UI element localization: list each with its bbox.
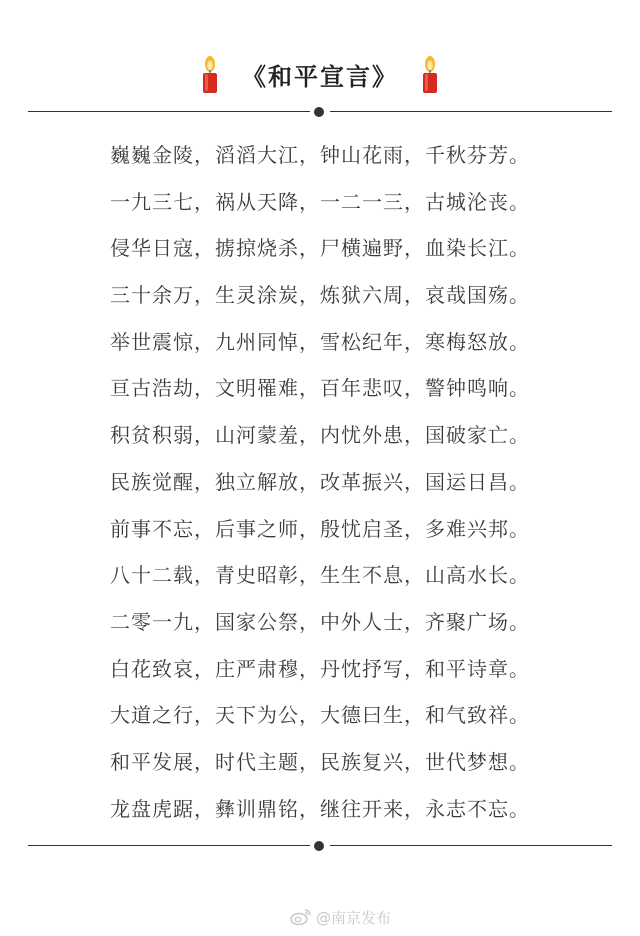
- page-title: 《和平宣言》: [242, 62, 398, 91]
- verse-line: 民族觉醒，独立解放，改革振兴，国运日昌。: [110, 469, 530, 494]
- candle-icon: [420, 55, 440, 93]
- bottom-divider: [28, 840, 612, 852]
- verse-list: [0, 132, 640, 832]
- verse-line: 白花致哀，庄严肃穆，丹忱抒写，和平诗章。: [110, 656, 530, 681]
- verse-line: 积贫积弱，山河蒙羞，内忧外患，国破家亡。: [110, 423, 530, 448]
- header: [0, 52, 640, 96]
- verse-line: 大道之行，天下为公，大德曰生，和气致祥。: [110, 703, 530, 728]
- verse-line: 举世震惊，九州同悼，雪松纪年，寒梅怒放。: [110, 329, 530, 354]
- verse-line: 侵华日寇，掳掠烧杀，尸横遍野，血染长江。: [110, 236, 530, 261]
- watermark-text: @南京发布: [316, 908, 392, 927]
- divider-dot-icon: [314, 841, 324, 851]
- verse-line: 一九三七，祸从天降，一二一三，古城沦丧。: [110, 189, 530, 214]
- verse-line: 和平发展，时代主题，民族复兴，世代梦想。: [110, 749, 530, 774]
- candle-icon: [200, 55, 220, 93]
- weibo-icon: [290, 908, 312, 926]
- verse-line: 巍巍金陵，滔滔大江，钟山花雨，千秋芬芳。: [110, 143, 530, 167]
- top-divider: [28, 106, 612, 118]
- watermark: [290, 905, 391, 929]
- verse-line: 龙盘虎踞，彝训鼎铭，继往开来，永志不忘。: [110, 796, 530, 821]
- divider-dot-icon: [314, 107, 324, 117]
- verse-line: 二零一九，国家公祭，中外人士，齐聚广场。: [110, 609, 530, 634]
- verse-line: 前事不忘，后事之师，殷忧启圣，多难兴邦。: [110, 516, 530, 541]
- verse-line: 亘古浩劫，文明罹难，百年悲叹，警钟鸣响。: [110, 376, 530, 401]
- verse-line: 三十余万，生灵涂炭，炼狱六周，哀哉国殇。: [110, 283, 530, 308]
- verse-line: 八十二载，青史昭彰，生生不息，山高水长。: [110, 563, 530, 588]
